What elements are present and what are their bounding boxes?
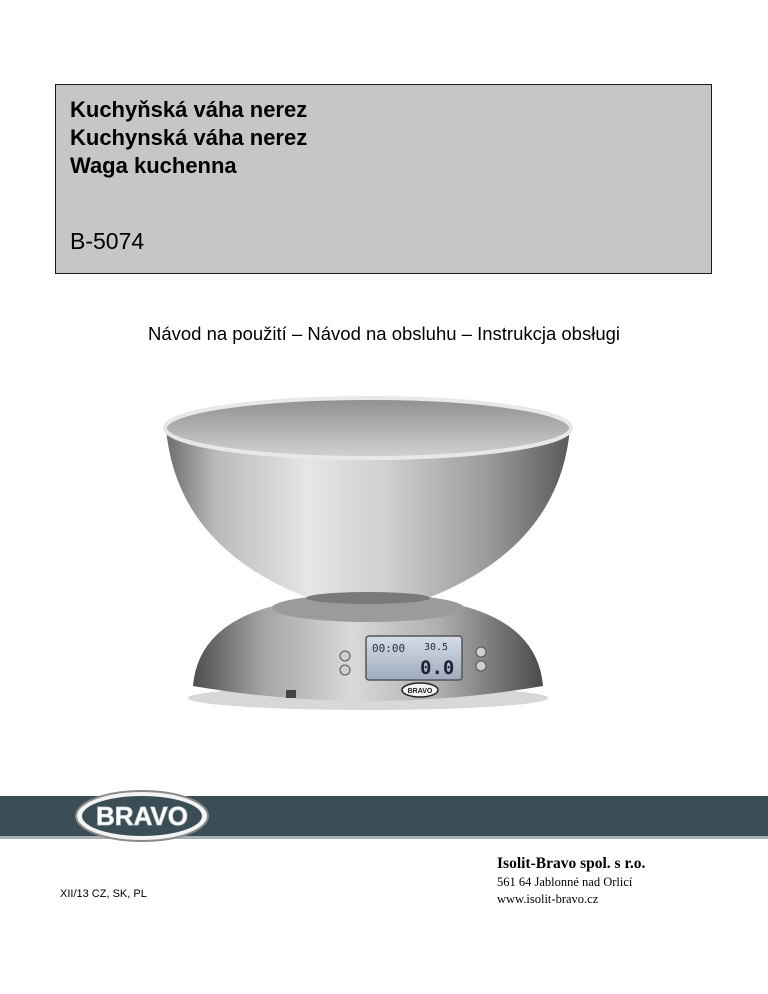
lcd-time: 00:00 xyxy=(372,642,406,655)
kitchen-scale-image xyxy=(158,386,578,716)
scale-button-right-top xyxy=(476,647,486,657)
manual-subtitle: Návod na použití – Návod na obsluhu – Instrukcja obsługi xyxy=(147,323,621,344)
edition-info: XII/13 CZ, SK, PL xyxy=(60,888,147,900)
bowl-rim xyxy=(165,398,571,458)
scale-button-left-bottom xyxy=(340,665,350,675)
lcd-weight: 0.0 xyxy=(420,657,455,679)
bravo-logo-text: BRAVO xyxy=(96,801,188,831)
title-box xyxy=(55,84,712,274)
scale-button-right-bottom xyxy=(476,661,486,671)
scale-button-left-top xyxy=(340,651,350,661)
company-name: Isolit-Bravo spol. s r.o. xyxy=(497,855,646,872)
company-website[interactable]: www.isolit-bravo.cz xyxy=(497,892,599,906)
title-czech: Kuchyňská váha nerez xyxy=(70,97,308,122)
bravo-logo xyxy=(73,789,211,843)
model-number: B-5074 xyxy=(70,228,145,254)
title-slovak: Kuchynská váha nerez xyxy=(70,125,308,150)
scale-badge-text: BRAVO xyxy=(407,688,433,695)
company-info xyxy=(497,854,645,908)
company-address: 561 64 Jablonné nad Orlicí xyxy=(497,875,633,889)
title-polish: Waga kuchenna xyxy=(70,153,237,178)
lcd-temperature: 30.5 xyxy=(424,642,449,653)
